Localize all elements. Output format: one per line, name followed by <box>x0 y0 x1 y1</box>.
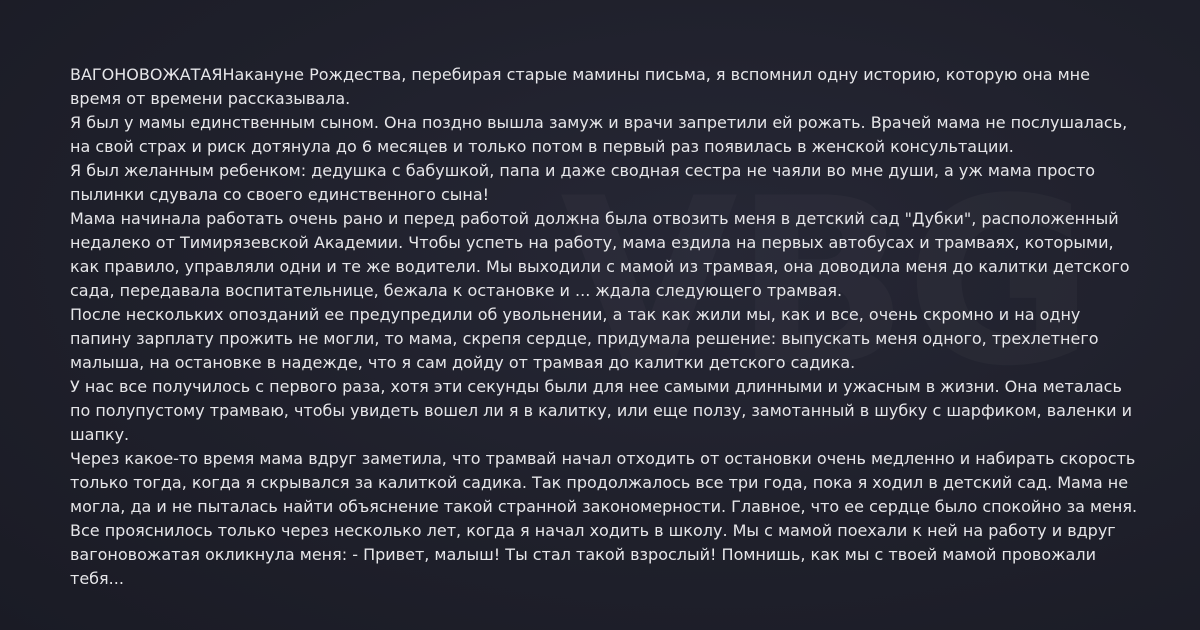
story-paragraph-1: ВАГОНОВОЖАТАЯНакануне Рождества, перебирая старые мамины письма, я вспомнил одну историю, которую она мне время от времени рассказывала. <box>70 65 1090 108</box>
story-text-block <box>70 63 1140 591</box>
story-paragraph-3: Я был желанным ребенком: дедушка с бабушкой, папа и даже сводная сестра не чаяли во мне души, а уж мама просто пылинки сдувала со своего единственного сына! <box>70 161 1096 204</box>
story-paragraph-2: Я был у мамы единственным сыном. Она поздно вышла замуж и врачи запретили ей рожать. Врачей мама не послушалась, на свой страх и риск дотянула до 6 месяцев и только потом в первый раз появилась в женской консультации. <box>70 113 1128 156</box>
story-paragraph-4: Мама начинала работать очень рано и перед работой должна была отвозить меня в детский сад "Дубки", расположенный недалеко от Тимирязевской Академии. Чтобы успеть на работу, мама ездила на первых автобусах и трамваях, которыми, как правило, управляли одни и те же водители. Мы выходили с мамой из трамвая, она доводила меня до калитки детского сада, передавала воспитательнице, бежала к остановке и ... ждала следующего трамвая. <box>70 209 1130 300</box>
story-paragraph-5: После нескольких опозданий ее предупредили об увольнении, а так как жили мы, как и все, очень скромно и на одну папину зарплату прожить не могли, то мама, скрепя сердце, придумала решение: выпускать меня одного, трехлетнего малыша, на остановке в надежде, что я сам дойду от трамвая до калитки детского садика. <box>70 305 1099 372</box>
story-paragraph-8: Все прояснилось только через несколько лет, когда я начал ходить в школу. Мы с мамой поехали к ней на работу и вдруг вагоновожатая окликнула меня: - Привет, малыш! Ты стал такой взрослый! Помнишь, как мы с твоей мамой провожали тебя... <box>70 521 1116 588</box>
story-paragraph-6: У нас все получилось с первого раза, хотя эти секунды были для нее самыми длинными и ужасным в жизни. Она металась по полупустому трамваю, чтобы увидеть вошел ли я в калитку, или еще ползу, замотанный в шубку с шарфиком, валенки и шапку. <box>70 377 1133 444</box>
story-paragraph-7: Через какое-то время мама вдруг заметила, что трамвай начал отходить от остановки очень медленно и набирать скорость только тогда, когда я скрывался за калиткой садика. Так продолжалось все три года, пока я ходил в детский сад. Мама не могла, да и не пыталась найти объяснение такой странной закономерности. Главное, что ее сердце было спокойно за меня. <box>70 449 1138 516</box>
